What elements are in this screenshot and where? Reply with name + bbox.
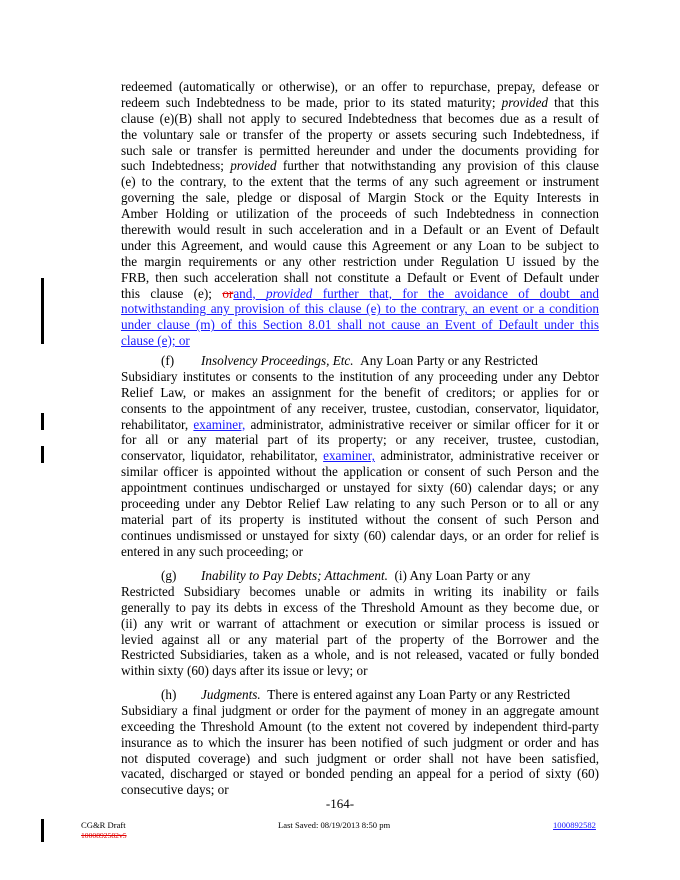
inserted-text: provided xyxy=(266,285,313,301)
text-line: under this Agreement, and would cause this Agreement or any Loan to be subject to xyxy=(121,237,599,253)
page-number: -164- xyxy=(325,796,355,811)
text-line: therewith would result in such acceleration and in a Default or an Event of Default xyxy=(121,222,599,238)
text-line: the margin requirements or any other restriction under Regulation U issued by the xyxy=(121,253,599,269)
text-line: vacated, discharged or stayed or bonded pending an appeal for a period of sixty (60) xyxy=(121,766,599,782)
text-line: Subsidiary institutes or consents to the institution of any proceeding under any Debtor xyxy=(121,368,599,384)
text-line: (e) to the contrary, to the extent that the terms of any such agreement or instrument xyxy=(121,174,599,190)
change-bar xyxy=(41,446,44,463)
text-line: the voluntary sale or transfer of the property or assets securing such Indebtedness, if xyxy=(121,126,599,142)
text-line: consecutive days; or xyxy=(121,782,229,798)
text-line: similar officer is appointed without the application or consent of such Person and the xyxy=(121,464,599,480)
text-line: Amber Holding or utilization of the proceeds of such Indebtedness in connection xyxy=(121,206,599,222)
change-bar xyxy=(41,278,44,344)
inserted-text: examiner, xyxy=(193,416,246,432)
text-line: appointment continues undischarged or unstayed for sixty (60) calendar days; or any xyxy=(121,480,599,496)
text-line: clause (e)(B) shall not apply to secured Indebtedness that becomes due as a result of xyxy=(121,110,599,126)
text-line: insurance as to which the insurer has been notified of such judgment or order and has xyxy=(121,734,599,750)
clause-g xyxy=(121,568,599,679)
text-line: generally to pay its debts in excess of the Threshold Amount as they become due, or xyxy=(121,599,599,615)
clause-heading-line: (h) Judgments. There is entered against any Loan Party or any Restricted xyxy=(161,687,571,702)
text-line: redeem such Indebtedness to be made, prior to its stated maturity; provided that this xyxy=(121,94,599,110)
inserted-text: further that, for the avoidance of doubt and xyxy=(322,285,599,301)
inserted-text: and, xyxy=(233,285,256,301)
text-line: material part of its property is instituted without the consent of such Person and xyxy=(121,511,599,527)
text-line: for all or any material part of its property; or any receiver, trustee, custodian, xyxy=(121,432,599,448)
text-line: (ii) any writ or warrant of attachment or execution or similar process is issued or xyxy=(121,615,599,631)
text-line: such sale or transfer is permitted hereunder and under the documents providing for xyxy=(121,142,599,158)
clause-heading: Insolvency Proceedings, Etc. xyxy=(201,353,354,368)
text-line: entered in any such proceeding; or xyxy=(121,543,303,559)
clause-e-continuation xyxy=(121,79,599,349)
text-line: Relief Law, or makes an assignment for the benefit of creditors; or applies for or xyxy=(121,384,599,400)
text-line: continues undismissed or unstayed for sixty (60) calendar days, or an order for relief is xyxy=(121,527,599,543)
text-line: levied against all or any material part of the property of the Borrower and the xyxy=(121,631,599,647)
text-line: proceeding under any Debtor Relief Law relating to any such Person or to all or any xyxy=(121,496,599,512)
clause-heading: Inability to Pay Debts; Attachment. xyxy=(201,568,388,583)
clause-heading-line: (f) Insolvency Proceedings, Etc. Any Loan Party or any Restricted xyxy=(161,353,538,368)
text-line: not disputed coverage) and such judgment or order shall not have been satisfied, xyxy=(121,750,599,766)
text-line: Restricted Subsidiary becomes unable or admits in writing its inability or fails xyxy=(121,583,599,599)
text-line: Subsidiary a final judgment or order for the payment of money in an aggregate amount xyxy=(121,702,599,718)
text-line: such Indebtedness; provided further that notwithstanding any provision of this clause xyxy=(121,158,599,174)
inserted-text-line: notwithstanding any provision of this clause (e) to the contrary, an event or a condition xyxy=(121,301,599,317)
footer-docid: 1000892582 xyxy=(553,820,596,830)
text-line: governing the sale, pledge or disposal of Margin Stock or the Equity Interests in xyxy=(121,190,599,206)
inserted-text-line: under clause (m) of this Section 8.01 shall not cause an Event of Default under this xyxy=(121,317,599,333)
footer-last-saved: Last Saved: 08/19/2013 8:50 pm xyxy=(278,820,391,830)
deleted-text: or xyxy=(222,285,234,301)
text-line: rehabilitator, examiner, administrator, administrative receiver or similar officer for it or xyxy=(121,416,599,432)
clause-h xyxy=(121,687,599,798)
inserted-text-line: clause (e); or xyxy=(121,333,190,349)
clause-heading-line: (g) Inability to Pay Debts; Attachment. (i) Any Loan Party or any xyxy=(161,568,531,583)
footer-deleted-docid: 1000892582v5 xyxy=(81,831,127,840)
text-line: within sixty (60) days after its issue or levy; or xyxy=(121,663,368,679)
change-bar xyxy=(41,413,44,430)
text-line: Restricted Subsidiaries, taken as a whole, and is not released, vacated or fully bonded xyxy=(121,647,599,663)
text-line: conservator, liquidator, rehabilitator, examiner, administrator, administrative receiver or xyxy=(121,448,599,464)
clause-heading: Judgments. xyxy=(201,687,261,702)
text-line: this clause (e); orand, provided further that, for the avoidance of doubt and xyxy=(121,285,599,301)
inserted-text: examiner, xyxy=(323,448,375,464)
clause-f xyxy=(121,353,599,560)
text-line: FRB, then such acceleration shall not constitute a Default or Event of Default under xyxy=(121,269,599,285)
footer-draft-label: CG&R Draft xyxy=(81,820,126,830)
change-bar xyxy=(41,819,44,842)
text-line: consents to the appointment of any receiver, trustee, custodian, conservator, liquidator, xyxy=(121,400,599,416)
text-line: exceeding the Threshold Amount (to the extent not covered by independent third-party xyxy=(121,718,599,734)
text-line: redeemed (automatically or otherwise), or an offer to repurchase, prepay, defease or xyxy=(121,79,599,94)
